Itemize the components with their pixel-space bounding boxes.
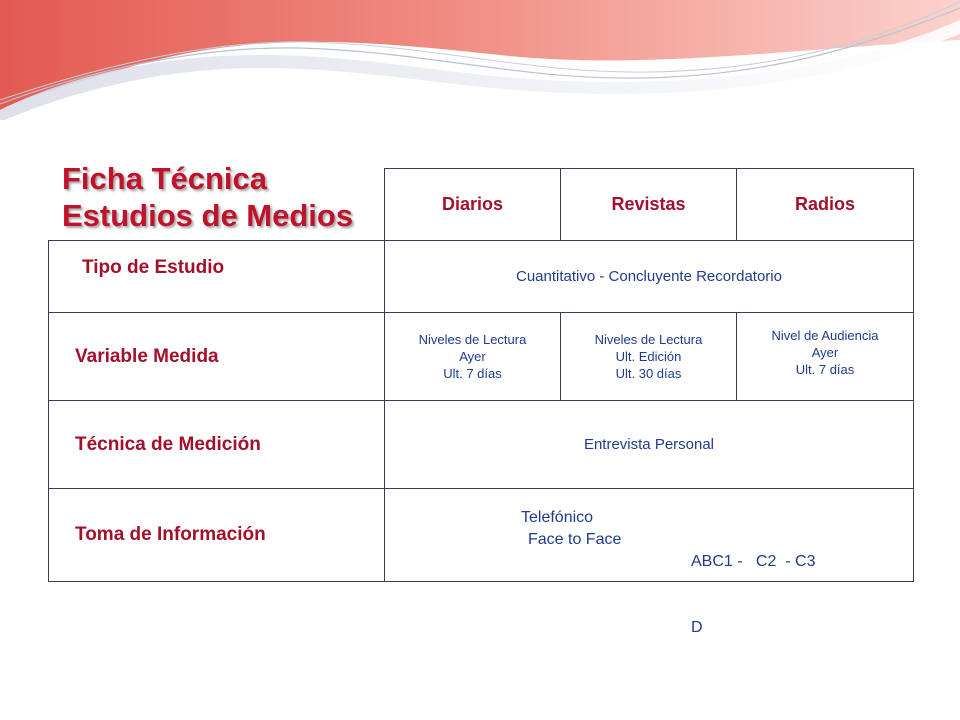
toma-col2-line-2: D [691,619,703,636]
tipo-estudio-value: Cuantitativo - Concluyente Recordatorio [384,240,914,313]
toma-col1-line-1: Telefónico [521,509,594,526]
variable-radios-line-3: Ult. 7 días [795,362,855,377]
variable-revistas-line-3: Ult. 30 días [615,366,682,381]
variable-medida-label: Variable Medida [75,345,219,367]
variable-diarios-line-2: Ayer [459,349,486,364]
variable-revistas-line-2: Ult. Edición [615,349,682,364]
variable-revistas-cell [560,312,737,401]
variable-radios-line-2: Ayer [811,345,839,360]
row-label-tecnica-medicion [48,400,385,489]
variable-diarios-line-1: Niveles de Lectura [418,332,527,347]
variable-radios-line-1: Nivel de Audiencia [771,328,879,343]
title-line-2: Estudios de Medios [62,198,354,233]
header-radios: Radios [736,168,914,241]
header-diarios: Diarios [384,168,561,241]
row-label-tipo-estudio [48,240,385,313]
toma-informacion-cell [384,488,914,636]
header-revistas: Revistas [560,168,737,241]
tecnica-medicion-value: Entrevista Personal [384,400,914,489]
variable-diarios-line-3: Ult. 7 días [443,366,502,381]
title-line-1: Ficha Técnica [62,161,268,196]
variable-diarios-cell [384,312,561,401]
tech-sheet-table [48,168,914,636]
row-label-toma-informacion [48,488,385,582]
variable-revistas-line-1: Niveles de Lectura [594,332,703,347]
top-swoosh-decoration [0,0,960,120]
variable-radios-cell [736,312,914,401]
toma-informacion-label: Toma de Información [75,524,266,545]
tecnica-medicion-label: Técnica de Medición [75,433,261,455]
toma-col2-line-1: ABC1 - C2 - C3 [691,553,816,570]
row-label-variable-medida [48,312,385,401]
toma-col1-line-2: Face to Face [528,531,622,548]
tipo-estudio-label: Tipo de Estudio [82,257,225,278]
